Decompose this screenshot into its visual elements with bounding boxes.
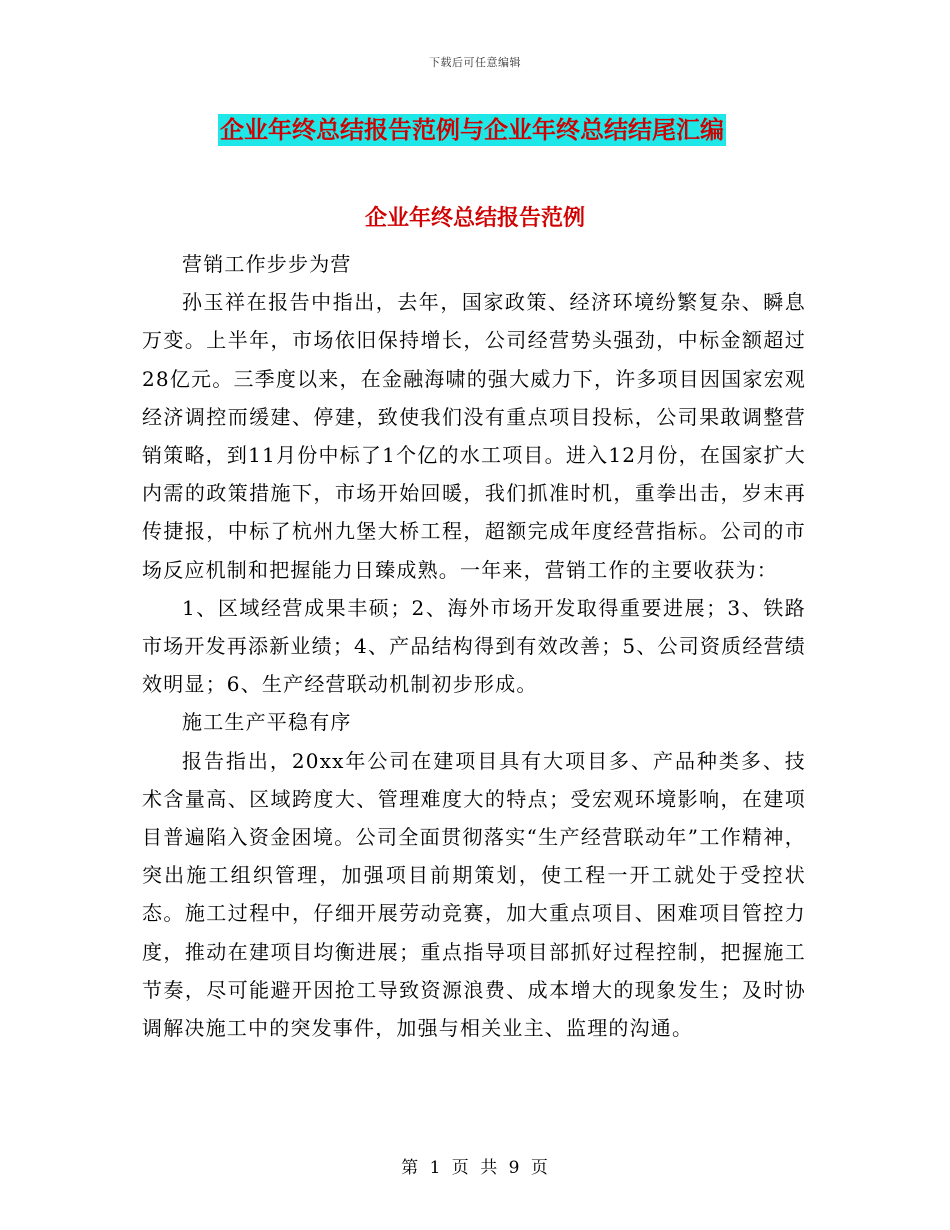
paragraph-marketing-report: 孙玉祥在报告中指出，去年，国家政策、经济环境纷繁复杂、瞬息万变。上半年，市场依旧保持增长，公司经营势头强劲，中标金额超过28亿元。三季度以来，在金融海啸的强大威力下，许多项目因国家宏观经济调控而缓建、停建，致使我们没有重点项目投标，公司果敢调整营销策略，到11月份中标了1个亿的水工项目。进入12月份，在国家扩大内需的政策措施下，市场开始回暖，我们抓准时机，重拳出击，岁末再传捷报，中标了杭州九堡大桥工程，超额完成年度经营指标。公司的市场反应机制和把握能力日臻成熟。一年来，营销工作的主要收获为：	[142, 290, 806, 582]
subheading-marketing: 营销工作步步为营	[182, 252, 352, 276]
paragraph-marketing-gains: 1、区域经营成果丰硕；2、海外市场开发取得重要进展；3、铁路市场开发再添新业绩；4、产品结构得到有效改善；5、公司资质经营绩效明显；6、生产经营联动机制初步形成。	[142, 595, 806, 697]
paragraph-construction-report: 报告指出，20xx年公司在建项目具有大项目多、产品种类多、技术含量高、区域跨度大、管理难度大的特点；受宏观环境影响，在建项目普遍陷入资金困境。公司全面贯彻落实“生产经营联动年”工作精神，突出施工组织管理，加强项目前期策划，使工程一开工就处于受控状态。施工过程中，仔细开展劳动竞赛，加大重点项目、困难项目管控力度，推动在建项目均衡进展；重点指导项目部抓好过程控制，把握施工节奏，尽可能避开因抢工导致资源浪费、成本增大的现象发生；及时协调解决施工中的突发事件，加强与相关业主、监理的沟通。	[142, 748, 806, 1041]
section-title: 企业年终总结报告范例	[364, 205, 585, 231]
subheading-construction: 施工生产平稳有序	[182, 710, 352, 735]
document-title: 企业年终总结报告范例与企业年终总结结尾汇编	[220, 115, 724, 144]
page-header-note: 下载后可任意编辑	[429, 56, 521, 69]
document-body	[142, 245, 806, 1047]
page-number-footer: 第 1 页 共 9 页	[401, 1158, 549, 1178]
